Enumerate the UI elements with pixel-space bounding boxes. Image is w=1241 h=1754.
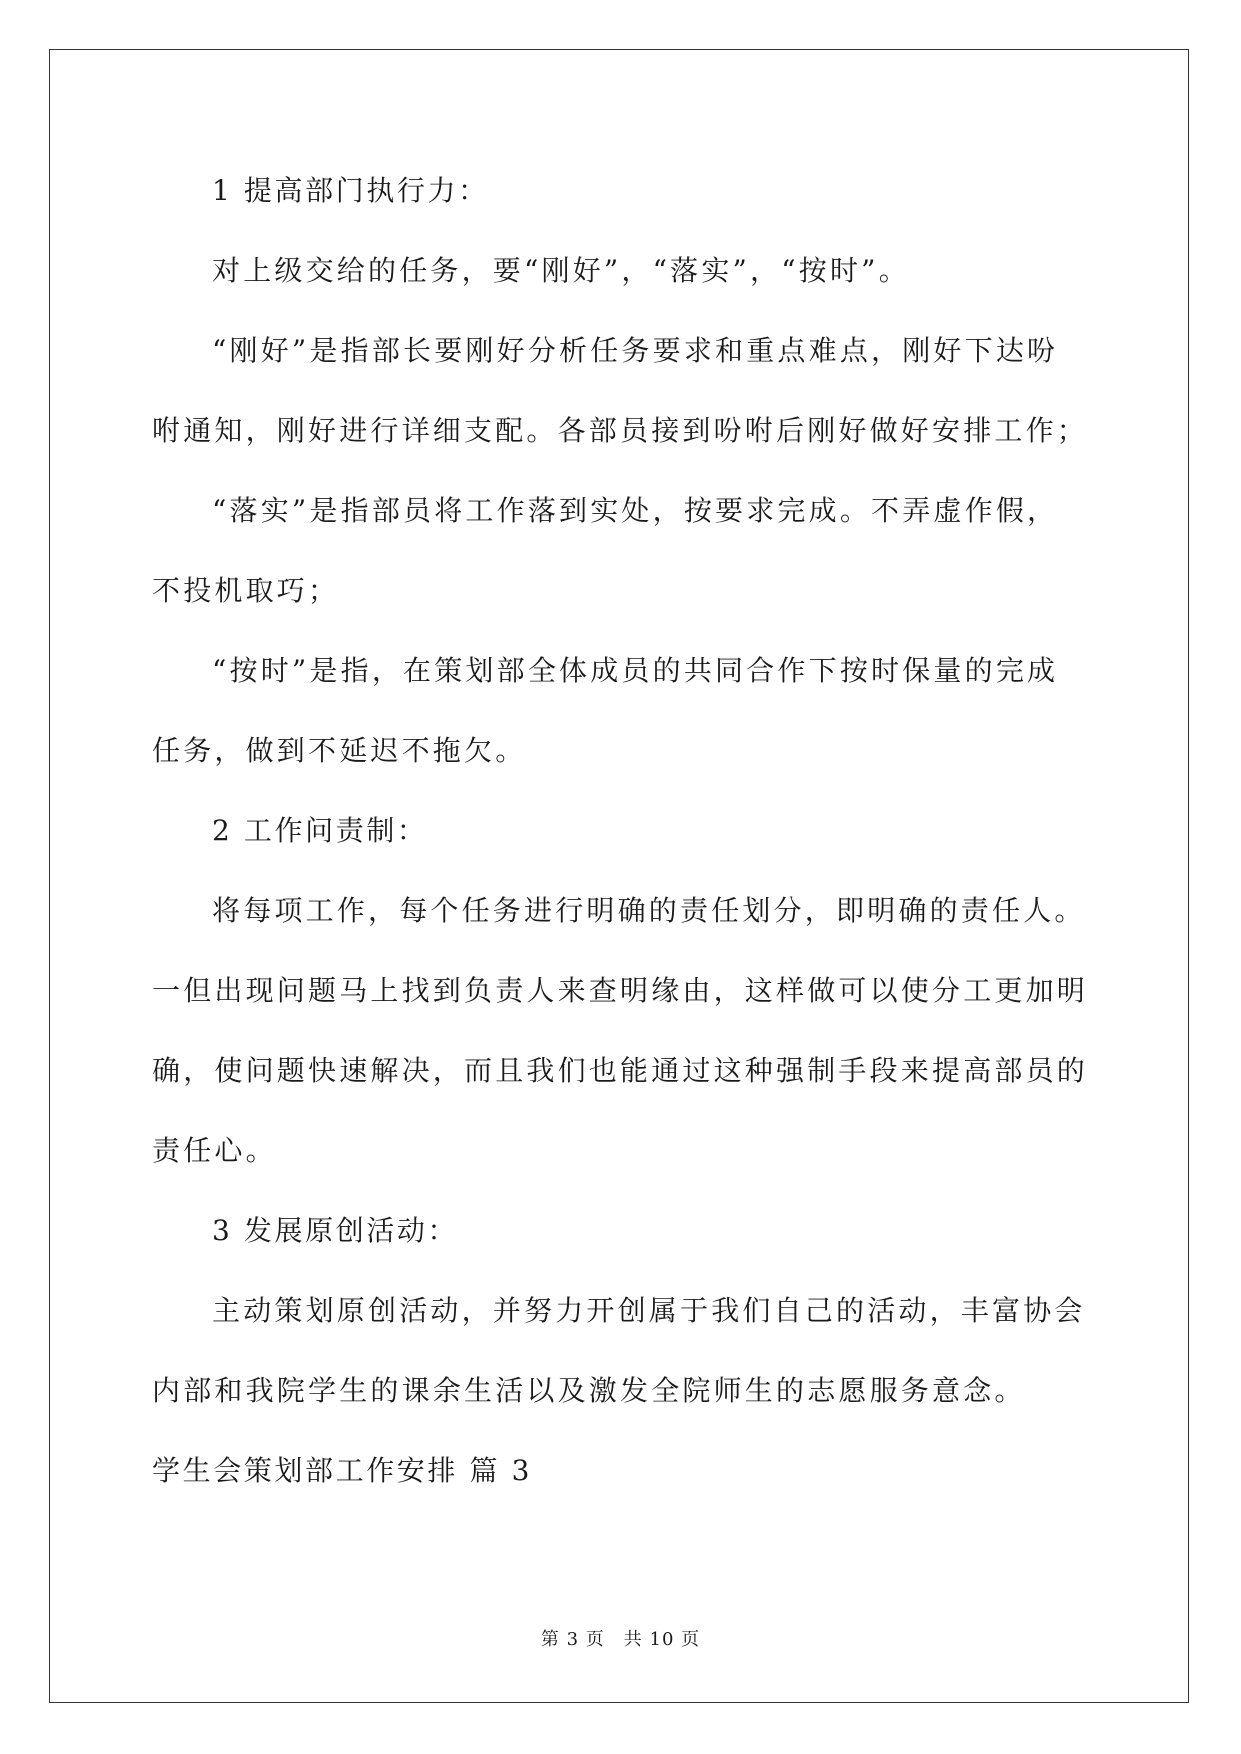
paragraph-line: 内部和我院学生的课余生活以及激发全院师生的志愿服务意念。 <box>152 1374 1026 1407</box>
section-heading-3: 3 发展原创活动： <box>212 1214 459 1247</box>
paragraph-line: 对上级交给的任务，要“刚好”，“落实”，“按时”。 <box>212 254 910 287</box>
paragraph-line: “刚好”是指部长要刚好分析任务要求和重点难点，刚好下达吩 <box>212 334 1059 367</box>
paragraph-line: 一但出现问题马上找到负责人来查明缘由，这样做可以使分工更加明 <box>152 974 1089 1007</box>
paragraph-line: 主动策划原创活动，并努力开创属于我们自己的活动，丰富协会 <box>212 1294 1086 1327</box>
paragraph-line: 确，使问题快速解决，而且我们也能通过这种强制手段来提高部员的 <box>152 1054 1089 1087</box>
page-number: 第 3 页 共 10 页 <box>540 1629 701 1650</box>
article-title: 学生会策划部工作安排 篇 3 <box>152 1454 533 1487</box>
paragraph-line: “按时”是指，在策划部全体成员的共同合作下按时保量的完成 <box>212 654 1059 687</box>
paragraph-line: 任务，做到不延迟不拖欠。 <box>152 734 527 767</box>
paragraph-line: 将每项工作，每个任务进行明确的责任划分，即明确的责任人。 <box>212 894 1086 927</box>
section-heading-1: 1 提高部门执行力： <box>212 174 489 207</box>
paragraph-line: 责任心。 <box>152 1134 277 1167</box>
paragraph-line: 咐通知，刚好进行详细支配。各部员接到吩咐后刚好做好安排工作； <box>152 414 1089 447</box>
paragraph-line: 不投机取巧； <box>152 574 340 607</box>
paragraph-line: “落实”是指部员将工作落到实处，按要求完成。不弄虚作假， <box>212 494 1059 527</box>
section-heading-2: 2 工作问责制： <box>212 814 428 847</box>
